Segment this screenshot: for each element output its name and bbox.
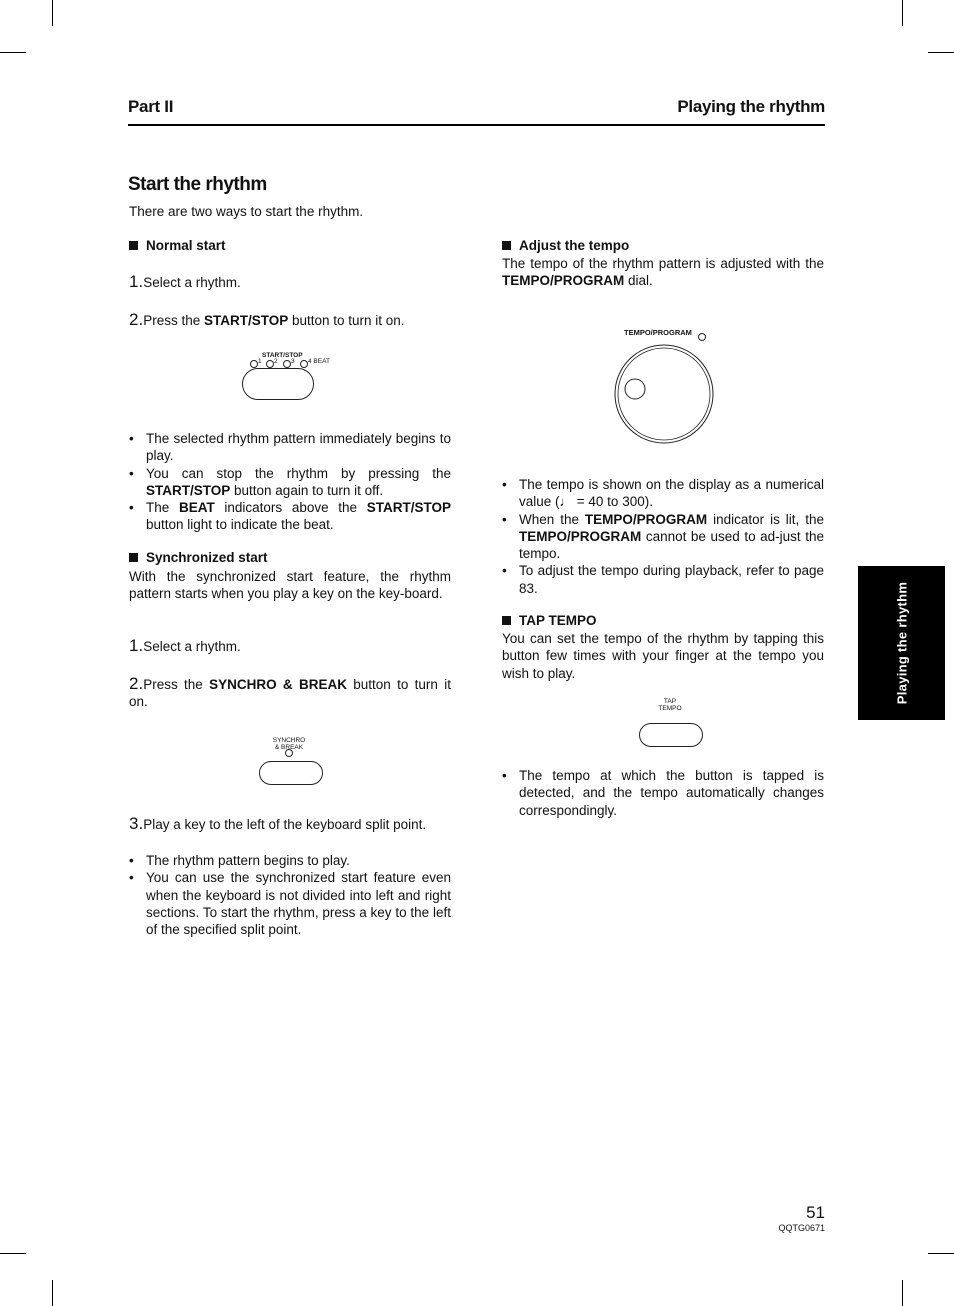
- page-title: Start the rhythm: [128, 174, 267, 195]
- normal-start-heading: Normal start: [129, 238, 451, 255]
- crop-mark: [902, 0, 903, 26]
- beat-2-label: 2: [274, 358, 278, 365]
- sync-start-bullets: [129, 852, 451, 938]
- crop-mark: [52, 0, 53, 26]
- normal-step-2: 2.Press the START/STOP button to turn it on.: [129, 310, 405, 329]
- sync-start-heading: Synchronized start: [129, 550, 451, 565]
- beat-indicator-4: [300, 360, 308, 368]
- crop-mark: [928, 52, 954, 53]
- document-code: QQTG0671: [778, 1223, 825, 1233]
- header-rule: [128, 124, 825, 126]
- tap-tempo-diagram: [636, 698, 706, 748]
- beat-4-label: 4 BEAT: [308, 358, 330, 365]
- crop-mark: [0, 1253, 26, 1254]
- list-item: • The tempo is shown on the display as a numerical value (♩ = 40 to 300).: [502, 476, 824, 511]
- start-stop-label: START/STOP: [262, 352, 303, 359]
- tap-tempo-para: You can set the tempo of the rhythm by tapping this button few times with your finger at the tempo you wish to play.: [502, 631, 824, 681]
- list-item: • The tempo at which the button is tapped is detected, and the tempo automatically changes correspondingly.: [502, 767, 824, 819]
- tempo-program-label: TEMPO/PROGRAM: [624, 328, 692, 337]
- quarter-note-icon: ♩: [559, 494, 574, 510]
- synchro-indicator: [285, 749, 293, 757]
- synchro-break-diagram: [255, 737, 325, 787]
- adjust-tempo-para: The tempo of the rhythm pattern is adjusted with the TEMPO/PROGRAM dial.: [502, 256, 824, 289]
- crop-mark: [902, 1280, 903, 1306]
- square-bullet-icon: [502, 616, 511, 625]
- crop-mark: [928, 1253, 954, 1254]
- tempo-program-indicator: [698, 333, 706, 341]
- page-number: 51: [806, 1203, 825, 1222]
- intro-text: There are two ways to start the rhythm.: [129, 204, 364, 219]
- list-item: • You can use the synchronized start feature even when the keyboard is not divided into left and right sections. To start the rhythm, press a key to the left of the specified split point.: [129, 869, 451, 938]
- adjust-tempo-bullets: [502, 476, 824, 597]
- tap-tempo-heading: TAP TEMPO: [502, 613, 824, 628]
- tap-tempo-label: TAP TEMPO: [658, 698, 682, 712]
- list-item: • The selected rhythm pattern immediately begins to play.: [129, 430, 451, 465]
- adjust-tempo-heading: Adjust the tempo: [502, 238, 824, 253]
- sync-step-2: 2.Press the SYNCHRO & BREAK button to turn it on.: [129, 674, 451, 710]
- normal-start-bullets: [129, 430, 451, 534]
- normal-start-section: [129, 238, 451, 255]
- tap-tempo-bullets: [502, 767, 824, 819]
- list-item: • The rhythm pattern begins to play.: [129, 852, 451, 869]
- beat-3-label: 3: [291, 358, 295, 365]
- list-item: • You can stop the rhythm by pressing the START/STOP button again to turn it off.: [129, 465, 451, 500]
- list-item: • The BEAT indicators above the START/STOP button light to indicate the beat.: [129, 499, 451, 534]
- tempo-program-diagram: [612, 326, 722, 446]
- synchro-break-button[interactable]: [259, 761, 323, 785]
- part-label: Part II: [128, 97, 174, 116]
- square-bullet-icon: [502, 241, 511, 250]
- tap-tempo-button[interactable]: [639, 723, 703, 747]
- sync-step-3: 3.Play a key to the left of the keyboard split point.: [129, 814, 427, 833]
- sync-start-para: With the synchronized start feature, the rhythm pattern starts when you play a key on the key-board.: [129, 569, 451, 602]
- start-stop-button[interactable]: [242, 368, 314, 400]
- normal-step-1: 1.Select a rhythm.: [129, 272, 241, 291]
- square-bullet-icon: [129, 241, 138, 250]
- beat-indicator-1: [250, 360, 258, 368]
- beat-1-label: 1: [258, 358, 262, 365]
- section-header: Playing the rhythm: [677, 97, 825, 116]
- crop-mark: [52, 1280, 53, 1306]
- side-tab-label: Playing the rhythm: [894, 581, 909, 705]
- square-bullet-icon: [129, 553, 138, 562]
- list-item: • To adjust the tempo during playback, refer to page 83.: [502, 562, 824, 597]
- tempo-program-dial[interactable]: [612, 342, 716, 446]
- sync-step-1: 1.Select a rhythm.: [129, 636, 241, 655]
- start-stop-diagram: [240, 350, 340, 405]
- list-item: • When the TEMPO/PROGRAM indicator is lit, the TEMPO/PROGRAM cannot be used to ad-just the tempo.: [502, 511, 824, 563]
- synchro-label: SYNCHRO & BREAK: [272, 737, 306, 751]
- beat-indicator-3: [283, 360, 291, 368]
- side-tab: [858, 566, 945, 720]
- beat-indicator-2: [266, 360, 274, 368]
- crop-mark: [0, 52, 26, 53]
